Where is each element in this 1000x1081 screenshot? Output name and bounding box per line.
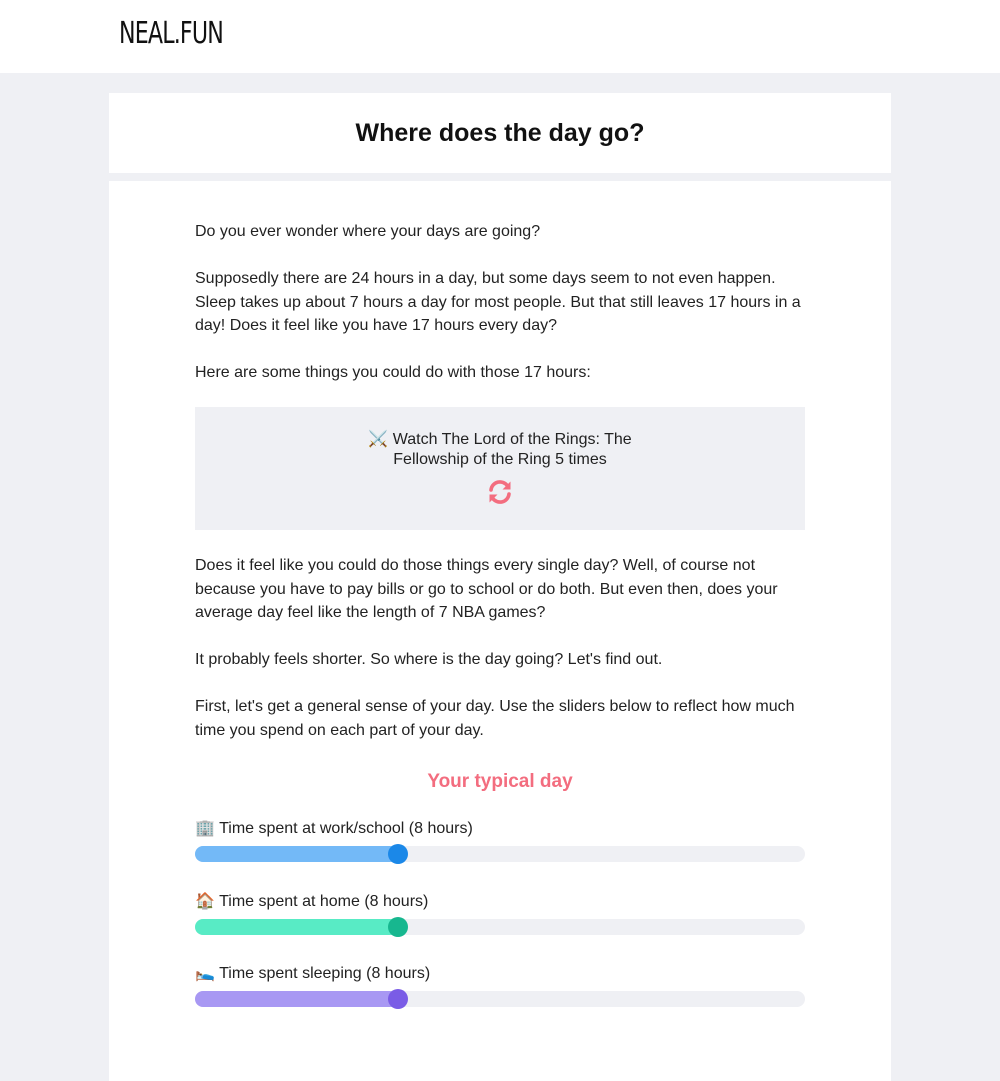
suggestion-text: ⚔️ Watch The Lord of the Rings: The Fellowship of the Ring 5 times: [368, 431, 632, 468]
sleep-slider-thumb[interactable]: [388, 989, 408, 1009]
work-slider-label: 🏢 Time spent at work/school (8 hours): [195, 820, 473, 837]
work-slider[interactable]: [195, 846, 805, 862]
work-slider-fill: [195, 846, 398, 862]
title-card: [109, 93, 891, 173]
sleep-slider-label: 🛌 Time spent sleeping (8 hours): [195, 965, 431, 982]
home-slider-label: 🏠 Time spent at home (8 hours): [195, 893, 429, 910]
top-bar: [0, 0, 1000, 73]
intro-paragraph-2: Supposedly there are 24 hours in a day, but some days seem to not even happen. Sleep takes up about 7 hours a day for most people. But that still leaves 17 hours in a day! Does it feel like you have 17 hours every day?: [195, 270, 801, 334]
body-paragraph-3: First, let's get a general sense of your day. Use the sliders below to reflect how much time you spend on each part of your day.: [195, 698, 795, 739]
work-slider-thumb[interactable]: [388, 844, 408, 864]
home-slider[interactable]: [195, 919, 805, 935]
intro-paragraph-1: Do you ever wonder where your days are going?: [195, 223, 541, 240]
site-logo[interactable]: NEAL.FUN: [119, 16, 223, 51]
typical-day-title: Your typical day: [427, 771, 573, 792]
page-title: Where does the day go?: [355, 119, 645, 147]
home-slider-thumb[interactable]: [388, 917, 408, 937]
sleep-slider-fill: [195, 991, 398, 1007]
refresh-icon[interactable]: [487, 479, 513, 505]
suggestion-box: [195, 407, 805, 530]
sleep-slider[interactable]: [195, 991, 805, 1007]
content-card: [109, 181, 891, 1081]
home-slider-fill: [195, 919, 398, 935]
intro-paragraph-3: Here are some things you could do with those 17 hours:: [195, 364, 591, 381]
body-paragraph-2: It probably feels shorter. So where is the day going? Let's find out.: [195, 651, 663, 668]
body-paragraph-1: Does it feel like you could do those things every single day? Well, of course not because you have to pay bills or go to school or do both. But even then, does your average day feel like the length of 7 NBA games?: [195, 557, 778, 621]
